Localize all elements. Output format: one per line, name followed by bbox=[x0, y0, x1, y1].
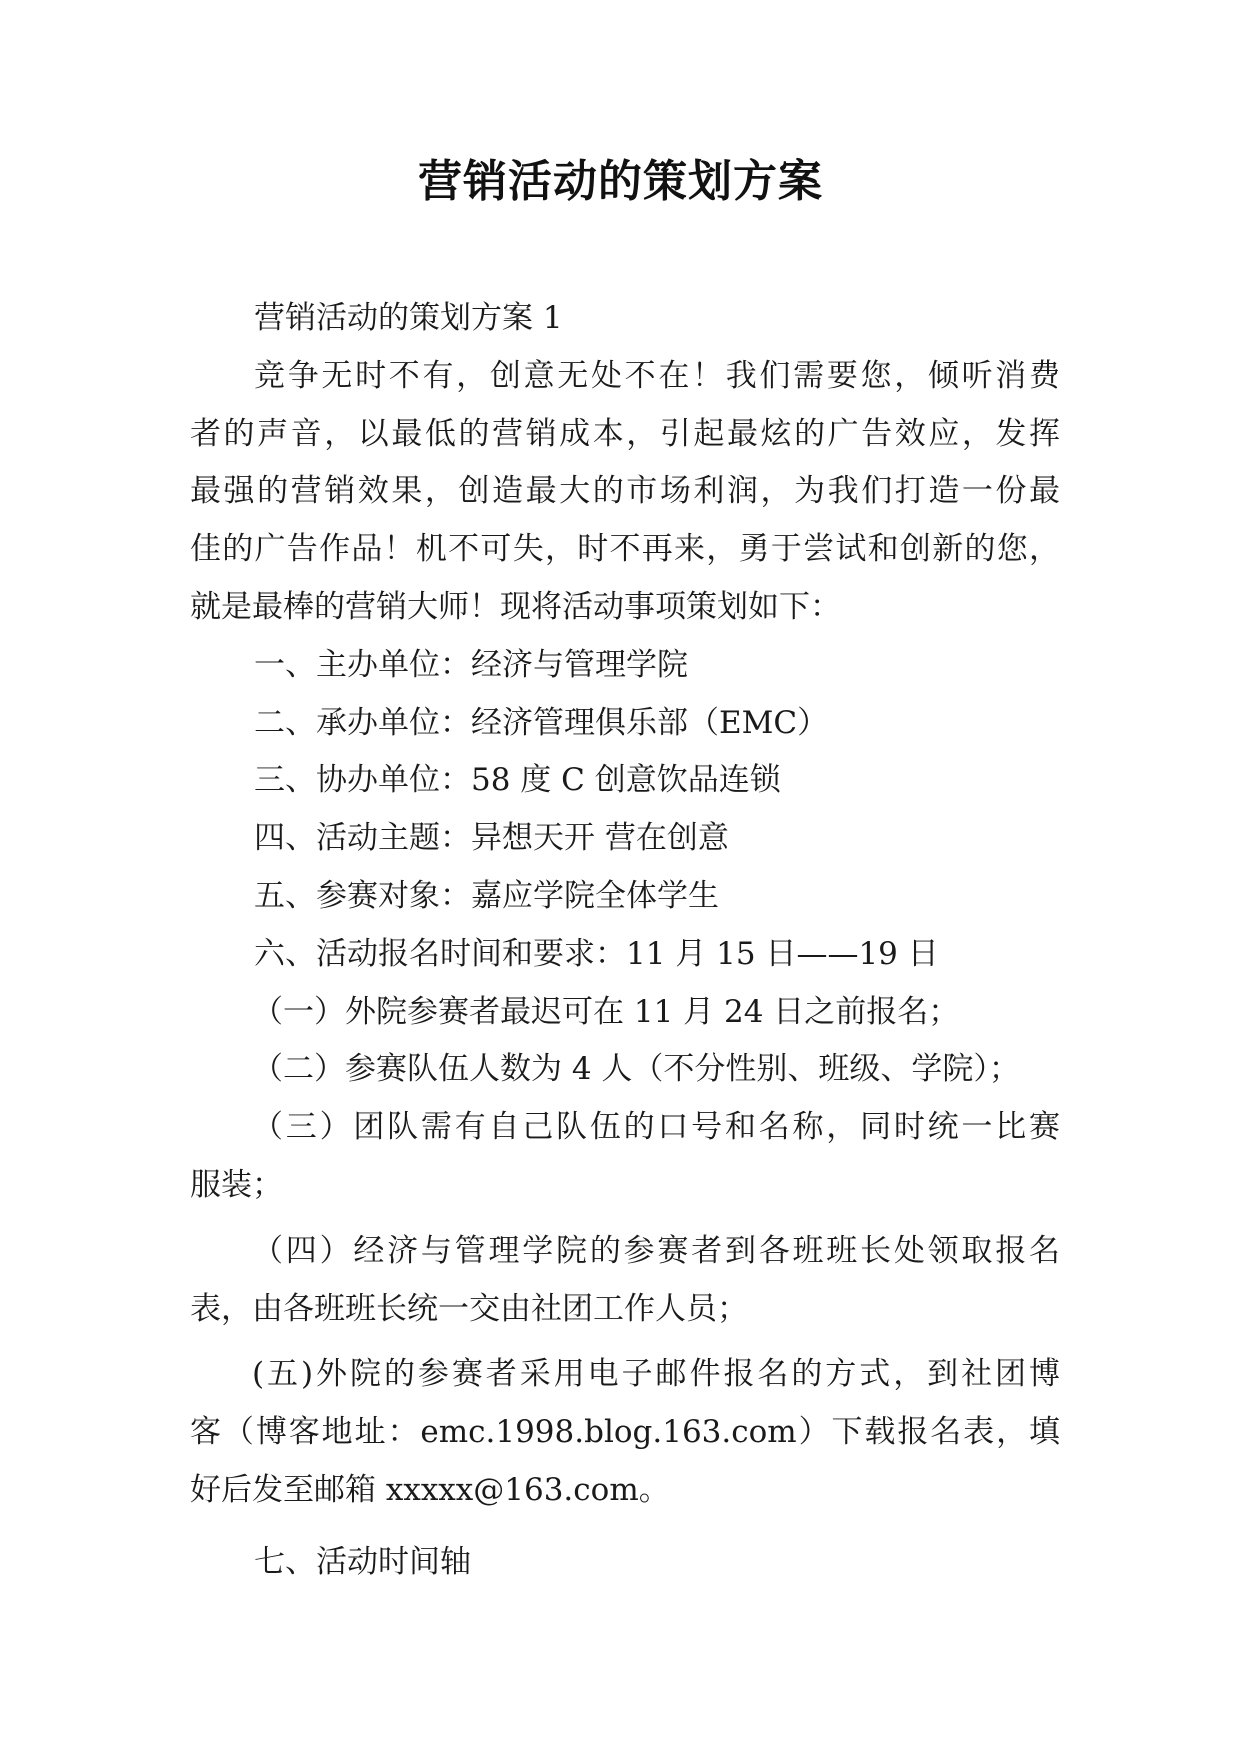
requirement-3-line-2: 服装； bbox=[190, 1166, 283, 1203]
item-registration: 六、活动报名时间和要求：11 月 15 日——19 日 bbox=[254, 935, 939, 972]
intro-line-1: 竞争无时不有，创意无处不在！我们需要您，倾听消费 bbox=[254, 357, 1060, 394]
intro-line-5: 就是最棒的营销大师！现将活动事项策划如下： bbox=[190, 588, 841, 625]
requirement-5-line-3: 好后发至邮箱 xxxxx@163.com。 bbox=[190, 1471, 670, 1508]
requirement-5-line-1: (五)外院的参赛者采用电子邮件报名的方式，到社团博 bbox=[252, 1356, 1060, 1393]
requirement-2: （二）参赛队伍人数为 4 人（不分性别、班级、学院）； bbox=[252, 1051, 1020, 1088]
requirement-1: （一）外院参赛者最迟可在 11 月 24 日之前报名； bbox=[252, 993, 960, 1030]
intro-line-4: 佳的广告作品！机不可失，时不再来，勇于尝试和创新的您， bbox=[190, 531, 1060, 568]
item-co-organizer: 三、协办单位：58 度 C 创意饮品连锁 bbox=[254, 762, 781, 799]
requirement-4-line-1: （四）经济与管理学院的参赛者到各班班长处领取报名 bbox=[252, 1232, 1060, 1269]
item-organizer: 一、主办单位：经济与管理学院 bbox=[254, 646, 688, 683]
intro-line-2: 者的声音，以最低的营销成本，引起最炫的广告效应，发挥 bbox=[190, 415, 1060, 452]
item-undertaker: 二、承办单位：经济管理俱乐部（EMC） bbox=[254, 704, 829, 741]
document-title: 营销活动的策划方案 bbox=[418, 156, 823, 207]
item-theme: 四、活动主题：异想天开 营在创意 bbox=[254, 820, 729, 857]
requirement-4-line-2: 表，由各班班长统一交由社团工作人员； bbox=[190, 1290, 748, 1327]
document-body bbox=[190, 290, 1060, 1592]
requirement-5-line-2: 客（博客地址：emc.1998.blog.163.com）下载报名表，填 bbox=[190, 1414, 1060, 1451]
item-participants: 五、参赛对象：嘉应学院全体学生 bbox=[254, 877, 719, 914]
intro-line-3: 最强的营销效果，创造最大的市场利润，为我们打造一份最 bbox=[190, 473, 1060, 510]
requirement-3-line-1: （三）团队需有自己队伍的口号和名称，同时统一比赛 bbox=[252, 1109, 1060, 1146]
section-heading: 营销活动的策划方案 1 bbox=[254, 300, 563, 336]
timeline-heading: 七、活动时间轴 bbox=[254, 1543, 471, 1580]
